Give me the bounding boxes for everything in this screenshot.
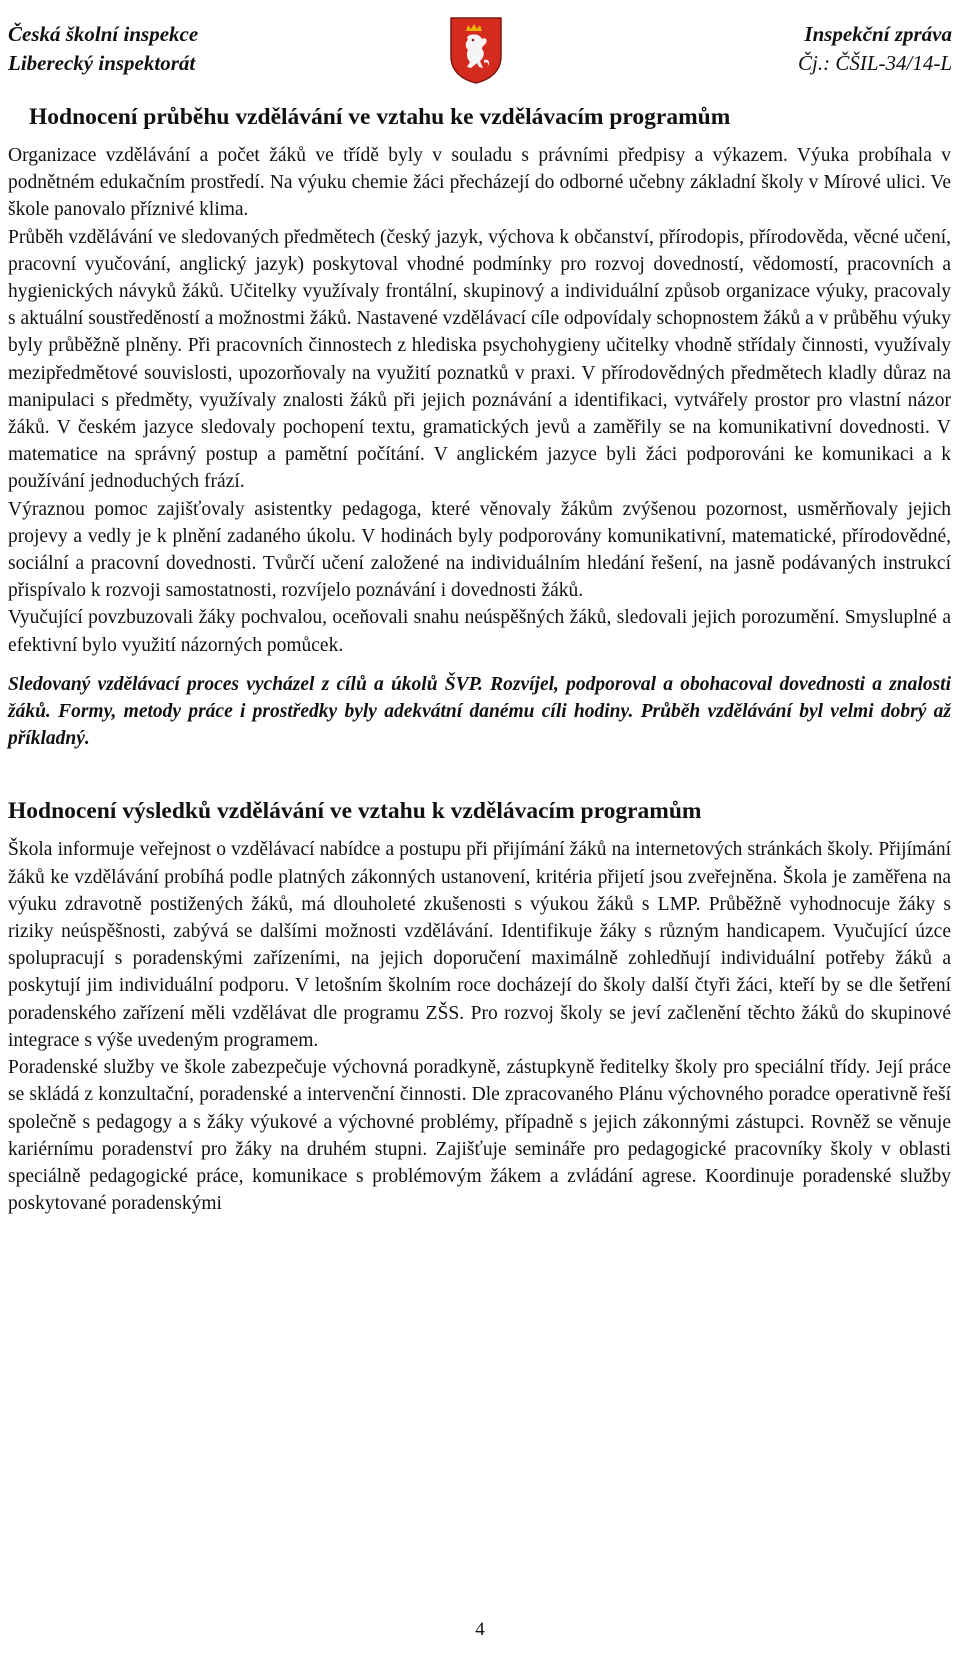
org-name: Česká školní inspekce [8, 22, 199, 46]
paragraph: Výraznou pomoc zajišťovaly asistentky pedagoga, které věnovaly žákům zvýšenou pozornost, usměrňovaly jejich projevy a vedly je k plnění zadaného úkolu. V hodinách byly podporovány komunikativní, matematické, přírodovědné, sociální a pracovní dovednosti. Tvůrčí učení založené na individuálním hledání řešení, na jasně podávaných instrukcí přispívalo k rozvoji samostatnosti, rozvíjelo poznávání i dovednosti žáků. [8, 498, 951, 602]
paragraph: Organizace vzdělávání a počet žáků ve třídě byly v souladu s právními předpisy a výkazem. Výuka probíhala v podnětném edukačním prostředí. Na výuku chemie žáci přecházejí do odborné učebny základní školy v Mírové ulici. Ve škole panovalo příznivé klima. [8, 145, 951, 221]
document-type: Inspekční zpráva [804, 22, 952, 46]
czech-coat-of-arms-icon [449, 16, 503, 84]
paragraph: Škola informuje veřejnost o vzdělávací nabídce a postupu při přijímání žáků na internetových stránkách školy. Přijímání žáků ke vzdělávání probíhá podle platných zákonných ustanovení, kritéria přijetí jsou zveřejněna. Škola je zaměřena na výuku zdravotně postižených žáků, má dlouholeté zkušenosti s výukou žáků s LMP. Průběžně vyhodnocuje žáky s riziky neúspěšnosti, zabývá se dalšími možnosti vzdělávání. Identifikuje žáky s různým handicapem. Vyučující úzce spolupracují s poradenskými zařízeními, na jejich doporučení maximálně zohledňují individuální potřeby žáků a poskytují jim individuální podporu. V letošním školním roce docházejí do školy další čtyři žáci, kteří by se dle šetření poradenského zařízení měli vzdělávat dle programu ZŠS. Pro rozvoj školy se jeví začlenění těchto žáků do skupinové integrace s výše uvedeným programem. [8, 839, 951, 1051]
paragraph: Vyučující povzbuzovali žáky pochvalou, oceňovali snahu neúspěšných žáků, sledovali jejich porozumění. Smysluplné a efektivní bylo využití názorných pomůcek. [8, 607, 951, 656]
paragraph: Průběh vzdělávání ve sledovaných předmětech (český jazyk, výchova k občanství, přírodopis, přírodověda, věcné učení, pracovní vyučování, anglický jazyk) poskytoval vhodné podmínky pro rozvoj dovedností, vědomostí, pracovních a hygienických návyků žáků. Učitelky využívaly frontální, skupinový a individuální způsob organizace výuky, pracovaly s aktuální soustředěností a možnostmi žáků. Nastavené vzdělávací cíle odpovídaly schopnostem žáků a v průběhu výuky byly průběžně plněny. Při pracovních činnostech z hlediska psychohygieny učitelky vhodně střídaly činnosti, využívaly mezipředmětové souvislosti, upozorňovaly na využití poznatků v praxi. V přírodovědných předmětech kladly důraz na manipulaci s předměty, využívaly znalosti žáků při jejich poznávání a identifikaci, vytvářely prostor pro vlastní názor žáků. V českém jazyce sledovaly pochopení textu, gramatických jevů a zaměřily se na komunikativní dovednosti. V matematice na správný postup a pamětní počítání. V anglickém jazyce byli žáci podporováni ke komunikaci a k používání jednoduchých frází. [8, 226, 951, 493]
inspectorate-name [8, 20, 198, 78]
org-branch: Liberecký inspektorát [8, 51, 196, 75]
page-header [8, 16, 952, 86]
report-meta [798, 20, 952, 78]
paragraph: Poradenské služby ve škole zabezpečuje výchovná poradkyně, zástupkyně ředitelky školy pro speciální třídy. Její práce se skládá z konzultační, poradenské a intervenční činnosti. Dle zpracovaného Plánu výchovného poradce operativně řeší společně s pedagogy a s žáky výukové a výchovné problémy, případně s jejich zákonnými zástupci. Rovněž se věnuje kariérnímu poradenství pro žáky na druhém stupni. Zajišťuje semináře pro pedagogické pracovníky školy v oblasti speciálně pedagogické práce, komunikace s problémovým žákem a zvládání agrese. Koordinuje poradenské služby poskytované poradenskými [8, 1057, 951, 1215]
report-body [8, 102, 951, 1217]
page-number: 4 [475, 1619, 485, 1640]
section-heading-results: Hodnocení výsledků vzdělávání ve vztahu k vzdělávacím programům [8, 798, 702, 825]
section-heading-process: Hodnocení průběhu vzdělávání ve vztahu ke vzdělávacím programům [29, 104, 731, 130]
evaluation-summary: Sledovaný vzdělávací proces vycházel z cílů a úkolů ŠVP. Rozvíjel, podporoval a obohacoval dovednosti a znalosti žáků. Formy, metody práce i prostředky byly adekvátní danému cíli hodiny. Průběh vzdělávání byl velmi dobrý až příkladný. [8, 673, 951, 750]
reference-number: Čj.: ČŠIL-34/14-L [797, 51, 952, 75]
